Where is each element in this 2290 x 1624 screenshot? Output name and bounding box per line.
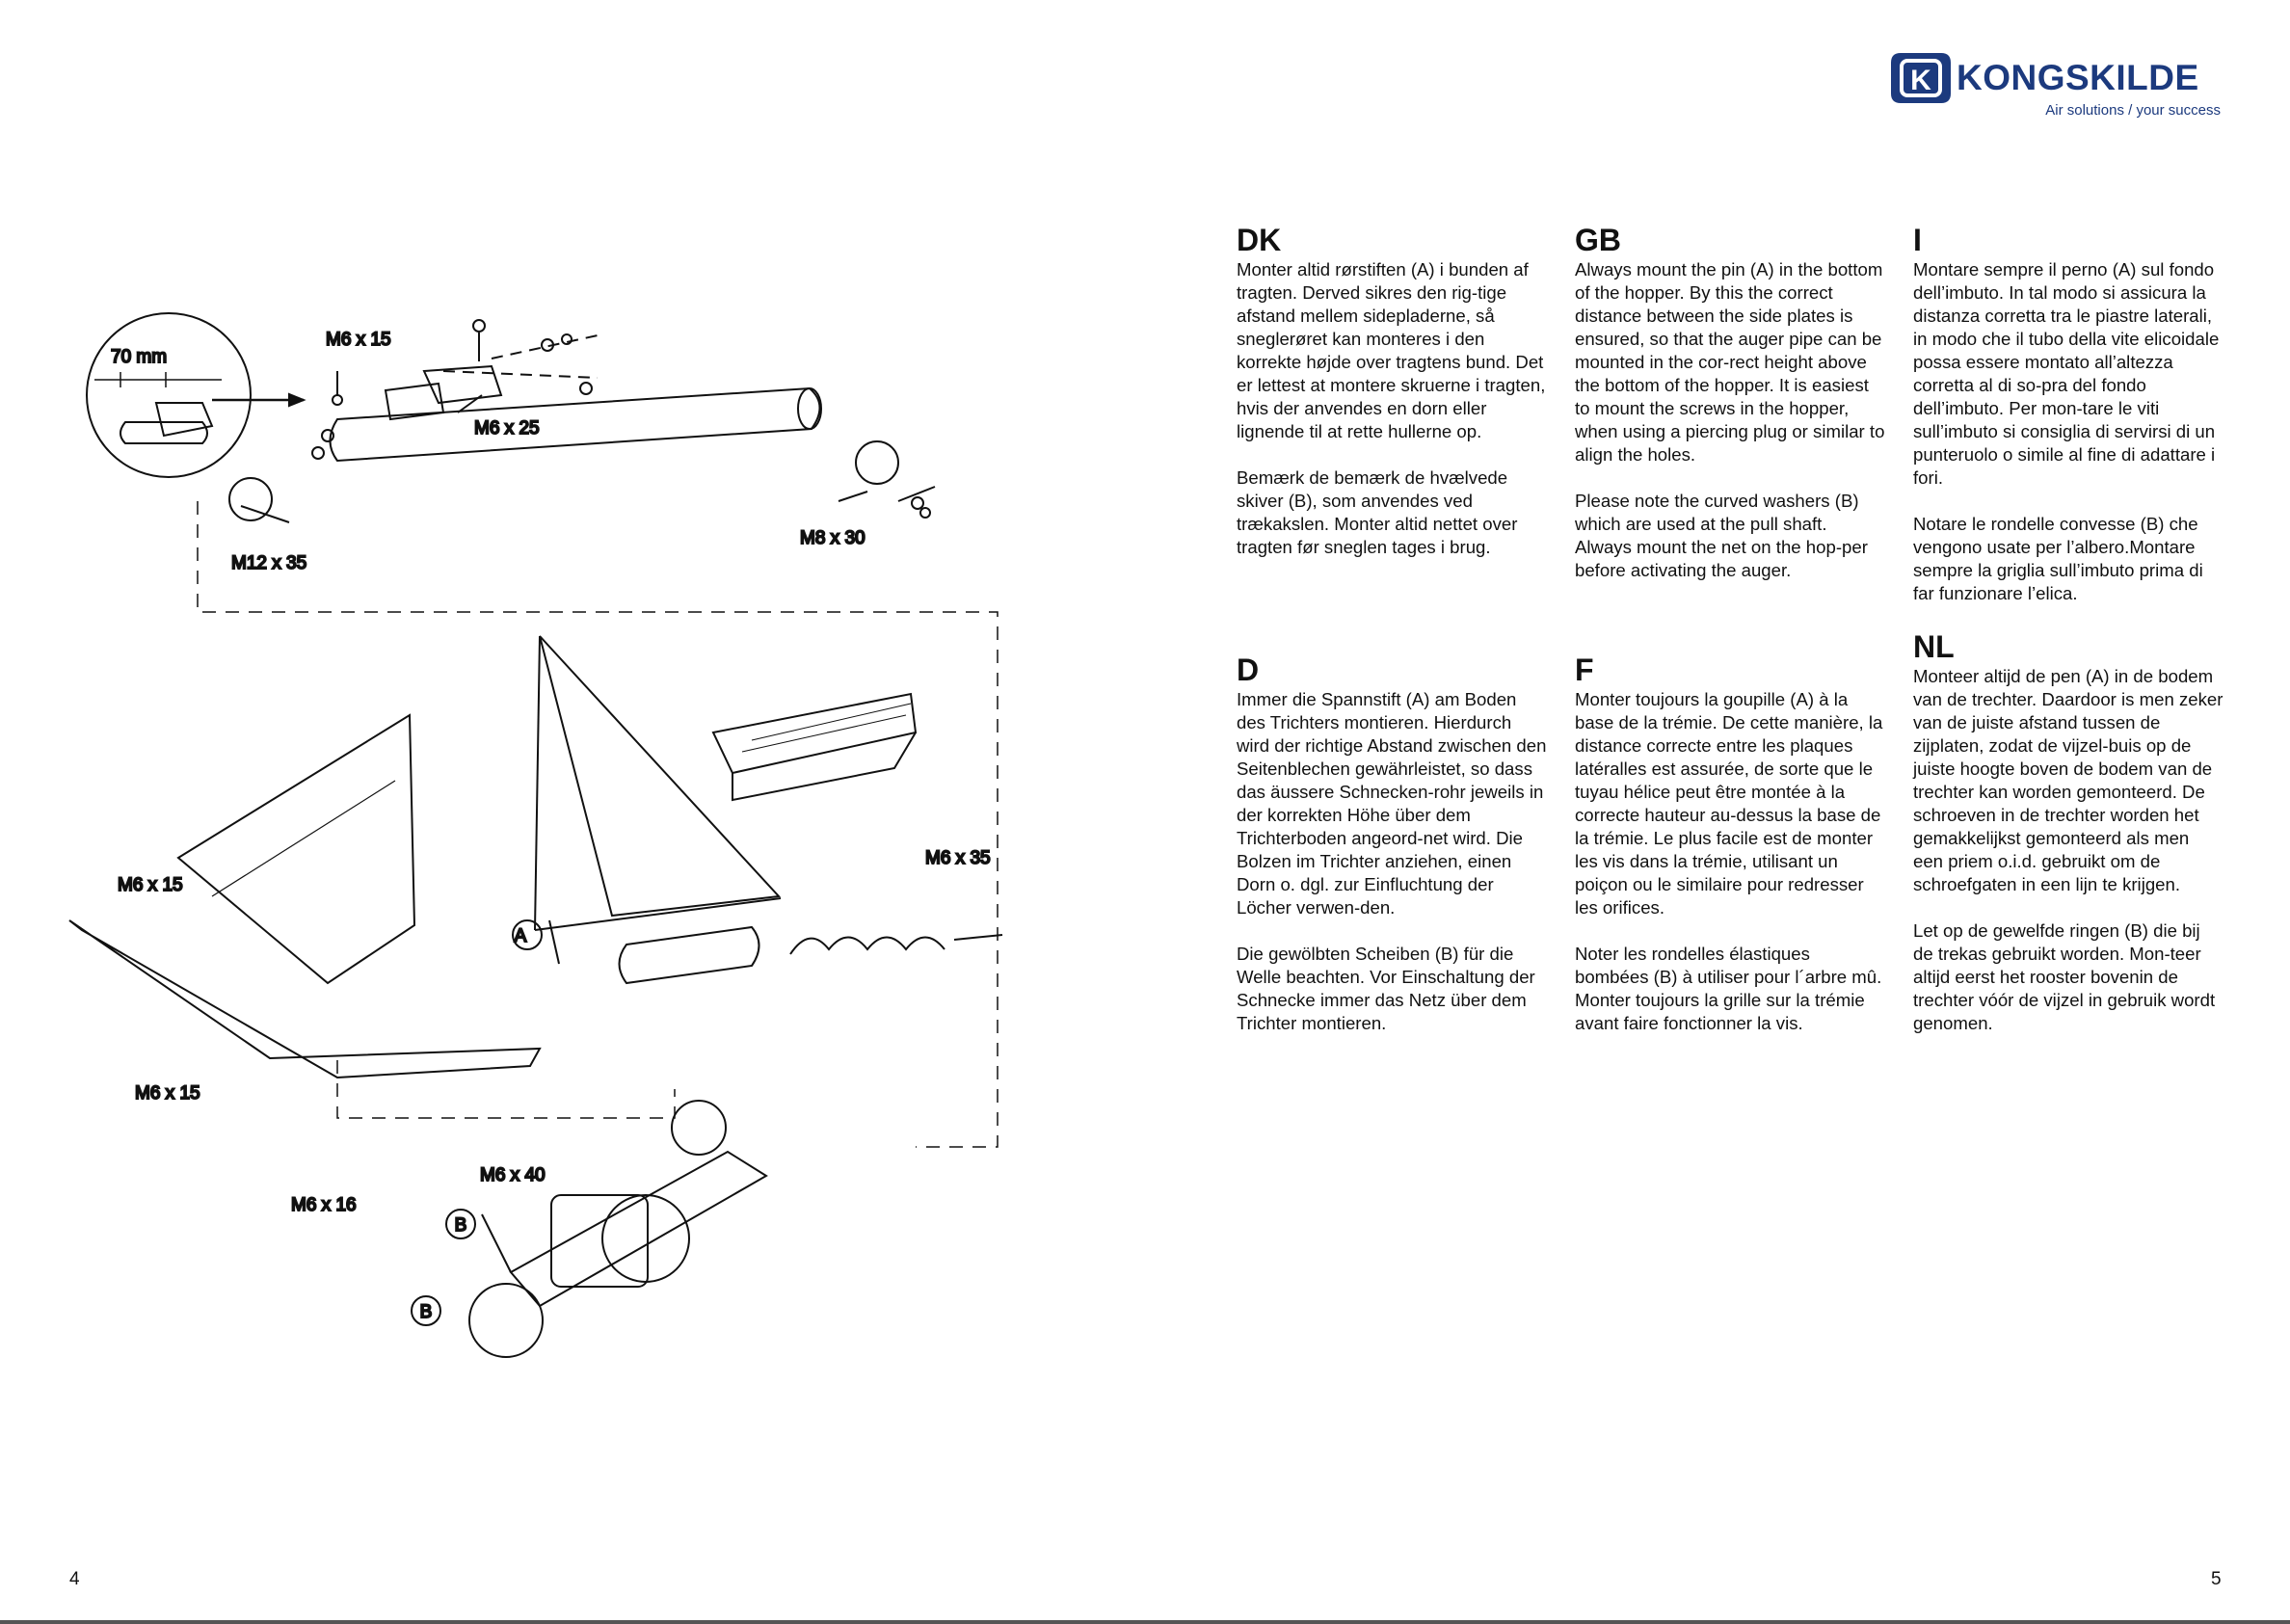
- label-m6x40: M6 x 40: [480, 1165, 546, 1185]
- section-text-dk-2: Bemærk de bemærk de hvælvede skiver (B), som anvendes ved trækakslen. Monter altid nettet over tragten før sneglen tages i brug.: [1237, 467, 1518, 557]
- brand-tagline: Air solutions / your success: [2045, 102, 2221, 119]
- brand-logo: [1891, 53, 2223, 122]
- label-pin-a: A: [514, 926, 527, 946]
- section-it: [1913, 224, 2223, 628]
- section-text-gb-2: Please note the curved washers (B) which are used at the pull shaft. Always mount the net on the hop-per before activating the auger.: [1575, 491, 1868, 580]
- motor-chassis: [469, 1101, 766, 1357]
- front-plate: [69, 920, 540, 1078]
- label-m6x15-bottom: M6 x 15: [135, 1083, 200, 1104]
- auger-flight: [513, 920, 1002, 983]
- section-text-it-2: Notare le rondelle convesse (B) che vengono usate per l’albero.Montare sempre la griglia sull’imbuto prima di far funzionare l’elica.: [1913, 514, 2203, 603]
- section-dk: [1237, 224, 1547, 582]
- section-text-dk-1: Monter altid rørstiften (A) i bunden af tragten. Derved sikres den rig-tige afstand mellem sidepladerne, så sneglerøret kan monteres i den korrekte højde over tragtens bund. Det er lettest at montere skruerne i tragten, hvis der anvendes en dorn eller lignende til at rette hullerne op.: [1237, 259, 1546, 441]
- section-heading-nl: NL: [1913, 629, 1955, 664]
- bottom-rule: [0, 1620, 2290, 1624]
- svg-text:K: K: [1910, 65, 1931, 96]
- label-m8x30: M8 x 30: [800, 528, 865, 548]
- label-m6x16: M6 x 16: [291, 1195, 357, 1215]
- auger-pipe: [229, 388, 935, 522]
- label-m6x25: M6 x 25: [474, 418, 540, 439]
- label-70mm: 70 mm: [111, 347, 168, 367]
- label-m6x15-top: M6 x 15: [326, 330, 391, 350]
- section-heading-gb: GB: [1575, 223, 1621, 257]
- page-number-right: 5: [2211, 1569, 2222, 1589]
- left-side-plate: [178, 715, 414, 983]
- logo-letter: [1891, 53, 1951, 103]
- right-triangle-plate: [535, 636, 781, 930]
- section-de: [1237, 653, 1547, 1058]
- section-text-de-1: Immer die Spannstift (A) am Boden des Trichters montieren. Hierdurch wird der richtige Abstand zwischen den Seitenblechen gewährleistet, so dass das äussere Schnecken-rohr jeweils in der korrekten Höhe über dem Trichterboden angeord-net wird. Die Bolzen im Trichter anziehen, einen Dorn o. dgl. zur Einfluchtung der Löcher verwen-den.: [1237, 689, 1547, 918]
- brand-name: KONGSKILDE: [1957, 58, 2199, 97]
- section-text-de-2: Die gewölbten Scheiben (B) für die Welle beachten. Vor Einschaltung der Schnecke immer das Netz über dem Trichter montieren.: [1237, 944, 1535, 1033]
- section-heading-dk: DK: [1237, 223, 1282, 257]
- section-heading-fr: F: [1575, 652, 1594, 687]
- label-washer-b-bottom: B: [419, 1302, 433, 1322]
- section-heading-it: I: [1913, 223, 1922, 257]
- section-nl: [1913, 630, 2223, 1058]
- section-text-fr-1: Monter toujours la goupille (A) à la base de la trémie. De cette manière, la distance correcte entre les plaques latéralles est assurée, de sorte que le tuyau hélice peut être montée à la correcte hauteur au-dessus la base de la trémie. Le plus facile est de monter les vis dans la trémie, utilisant un poiçon ou le similaire pour redresser les orifices.: [1575, 689, 1883, 918]
- exploded-assembly-drawing: [58, 299, 1012, 1417]
- label-m6x35: M6 x 35: [925, 848, 991, 868]
- section-text-gb-1: Always mount the pin (A) in the bottom of the hopper. By this the correct distance between the side plates is ensured, so that the auger pipe can be mounted in the cor-rect height above the bottom of the hopper. It is easiest to mount the screws in the hopper, when using a piercing plug or similar to align the holes.: [1575, 259, 1885, 465]
- section-gb: [1575, 224, 1885, 605]
- section-heading-de: D: [1237, 652, 1260, 687]
- section-text-fr-2: Noter les rondelles élastiques bombées (B) à utiliser pour l´arbre mû. Monter toujours la grille sur la trémie avant faire fonctionner la vis.: [1575, 944, 1882, 1033]
- section-text-it-1: Montare sempre il perno (A) sul fondo dell’imbuto. In tal modo si assicura la distanza corretta tra le piastre laterali, in modo che il tubo della vite elicoidale possa essere montato all’altezza corretta al di so-pra del fondo dell’imbuto. Per mon-tare le viti sull’imbuto si consiglia di servirsi di un punteruolo o simile al fine di adattare i fori.: [1913, 259, 2220, 488]
- page-number-left: 4: [69, 1569, 80, 1589]
- mesh-net: [713, 694, 916, 800]
- section-fr: [1575, 653, 1885, 1058]
- label-m6x15-left: M6 x 15: [118, 875, 183, 895]
- section-text-nl-2: Let op de gewelfde ringen (B) die bij de trekas gebruikt worden. Mon-teer altijd eerst het rooster bovenin de trechter vóór de vijzel in gebruik wordt genomen.: [1913, 920, 2216, 1033]
- section-text-nl-1: Monteer altijd de pen (A) in de bodem van de trechter. Daardoor is men zeker van de juiste afstand tussen de zijplaten, zodat de vijzel-buis op de juiste hoogte boven de bodem van de trechter kan worden gemonteerd. De schroeven in de trechter worden het gemakkelijkst gemonteerd als men een priem o.i.d. gebruikt om de schroefgaten in een lijn te krijgen.: [1913, 666, 2223, 894]
- label-m12x35: M12 x 35: [231, 553, 307, 573]
- label-washer-b-top: B: [454, 1215, 467, 1236]
- detail-circle: [87, 313, 304, 477]
